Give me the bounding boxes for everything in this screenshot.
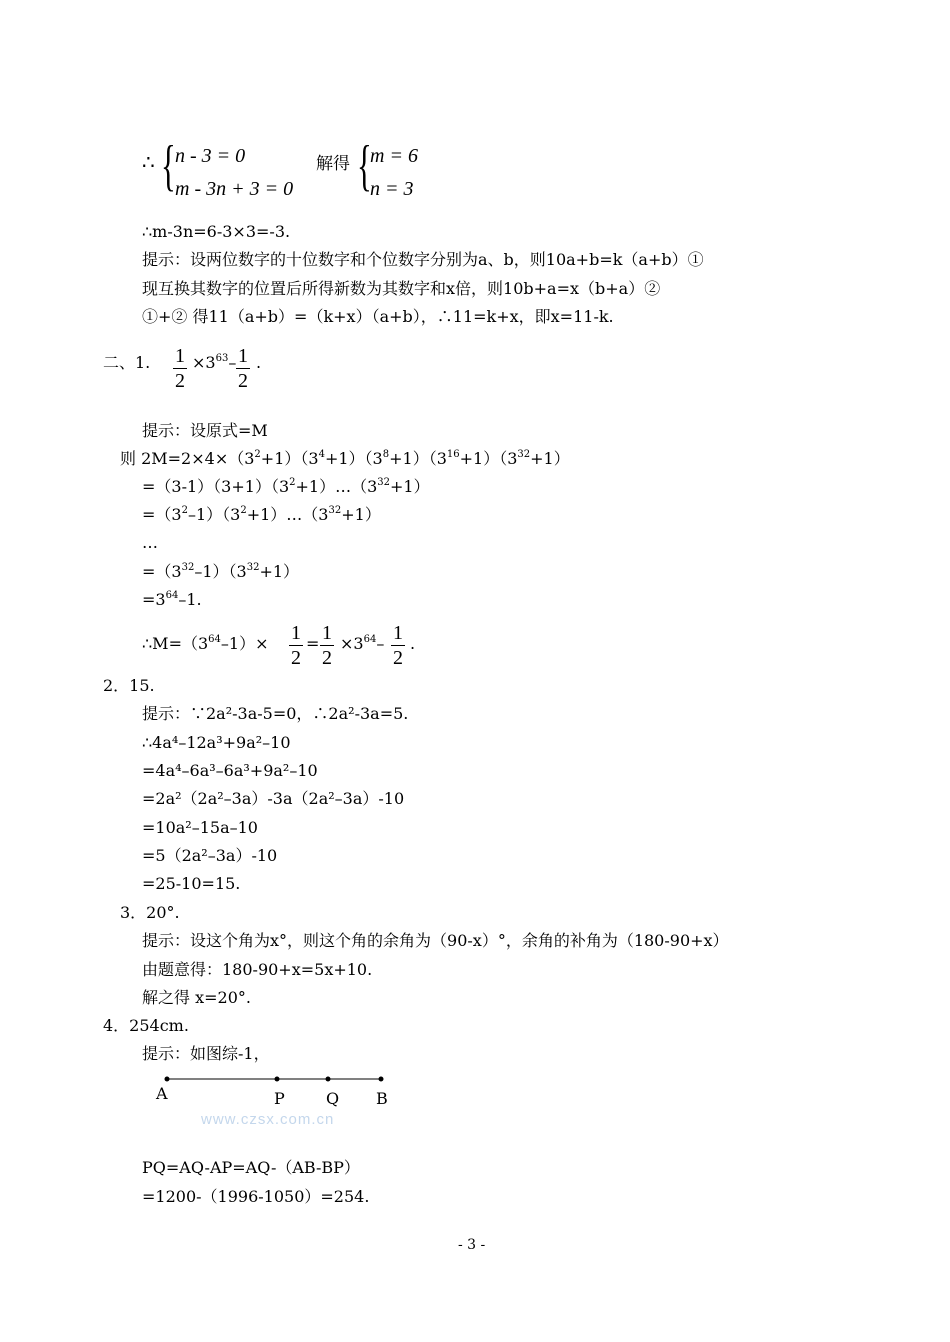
section-label: 二、1.: [103, 353, 151, 372]
q3-line: 解之得 x=20°.: [142, 988, 251, 1007]
derivation-ellipsis: …: [142, 533, 158, 552]
answer-end: .: [256, 353, 262, 372]
label-p: P: [274, 1089, 285, 1108]
derivation-line-3: $=(3^2-1)(3^2+1)\dots(3^{32}+1)$: [142, 505, 381, 524]
derivation-line-5: $=(3^{32}-1)(3^{32}+1)$: [142, 562, 300, 581]
final-m-prefix: $\therefore M=(3^{64}-1)\times$: [142, 634, 269, 653]
equals-sign: =: [306, 634, 320, 653]
text-line: ∴m-3n=6-3×3=-3.: [142, 222, 291, 241]
q3-answer: 3．20°.: [120, 903, 180, 922]
fraction-half: 1 2: [291, 622, 301, 669]
q2-line: =25-10=15.: [142, 874, 241, 893]
q3-line: 由题意得：180-90+x=5x+10.: [142, 960, 373, 979]
watermark-text: www.czsx.com.cn: [201, 1111, 335, 1128]
answer-text: $\times 3^{63}-$: [192, 353, 237, 372]
q2-line: =5（2a²–3a）-10: [142, 846, 278, 865]
therefore-symbol: ∴: [142, 150, 155, 174]
page-number: - 3 -: [458, 1237, 486, 1253]
solve-label: 解得: [316, 154, 350, 174]
q4-hint: 提示：如图综-1，: [142, 1044, 270, 1063]
label-a: A: [156, 1084, 168, 1103]
q2-line: =2a²（2a²–3a）-3a（2a²–3a）-10: [142, 789, 405, 808]
hint-line: 提示：设原式=M: [142, 421, 268, 440]
equation-1: n - 3 = 0: [175, 145, 246, 167]
q4-line: PQ=AQ-AP=AQ-（AB-BP）: [142, 1158, 360, 1177]
q2-line: =4a⁴–6a³–6a³+9a²–10: [142, 761, 318, 780]
q4-answer: 4．254cm.: [103, 1016, 189, 1035]
point-q: [326, 1077, 331, 1082]
point-a: [165, 1077, 170, 1082]
final-m-times: $\times 3^{64}-$: [340, 634, 385, 653]
fraction-half: 1 2: [393, 622, 403, 669]
q3-line: 提示：设这个角为x°，则这个角的余角为（90-x）°，余角的补角为（180-90+x）: [142, 931, 729, 950]
left-brace: {: [161, 135, 176, 197]
solution-2: n = 3: [370, 178, 414, 200]
numerator: 1: [238, 345, 248, 367]
q2-line: 提示：∵2a²-3a-5=0，∴2a²-3a=5.: [142, 704, 409, 723]
denominator: 2: [238, 370, 248, 392]
point-p: [275, 1077, 280, 1082]
text-line: ①+② 得11（a+b）=（k+x）（a+b），∴11=k+x，即x=11-k.: [142, 307, 614, 326]
fraction-half: [236, 345, 250, 392]
q2-answer: 2．15.: [103, 676, 155, 695]
fraction-bar: [236, 368, 250, 369]
equation-2: m - 3n + 3 = 0: [175, 178, 294, 200]
label-b: B: [376, 1089, 388, 1108]
text-line: 现互换其数字的位置后所得新数为其数字和x倍，则10b+a=x（b+a）②: [142, 279, 661, 298]
fraction-half: [173, 345, 187, 392]
q2-line: =10a²–15a–10: [142, 818, 258, 837]
derivation-line-1: 则 $2M=2\times 4\times(3^2+1)(3^4+1)(3^8+1)(3^{16}+1)(3^{32}+1)$: [120, 449, 570, 468]
numerator: 1: [175, 345, 185, 367]
fraction-half: 1 2: [322, 622, 332, 669]
q2-line: ∴4a⁴–12a³+9a²–10: [142, 733, 291, 752]
q4-line: =1200-（1996-1050）=254.: [142, 1187, 370, 1206]
denominator: 2: [175, 370, 185, 392]
derivation-line-6: $=3^{64}-1$.: [142, 590, 202, 609]
final-m-end: .: [410, 634, 416, 653]
fraction-bar: [173, 368, 187, 369]
right-system-brace: {: [357, 135, 372, 197]
label-q: Q: [326, 1089, 340, 1108]
point-b: [379, 1077, 384, 1082]
derivation-line-2: $=(3-1)(3+1)(3^2+1)\dots(3^{32}+1)$: [142, 477, 430, 496]
text-line: 提示：设两位数字的十位数字和个位数字分别为a、b，则10a+b=k（a+b）①: [142, 250, 704, 269]
solution-1: m = 6: [370, 145, 418, 167]
